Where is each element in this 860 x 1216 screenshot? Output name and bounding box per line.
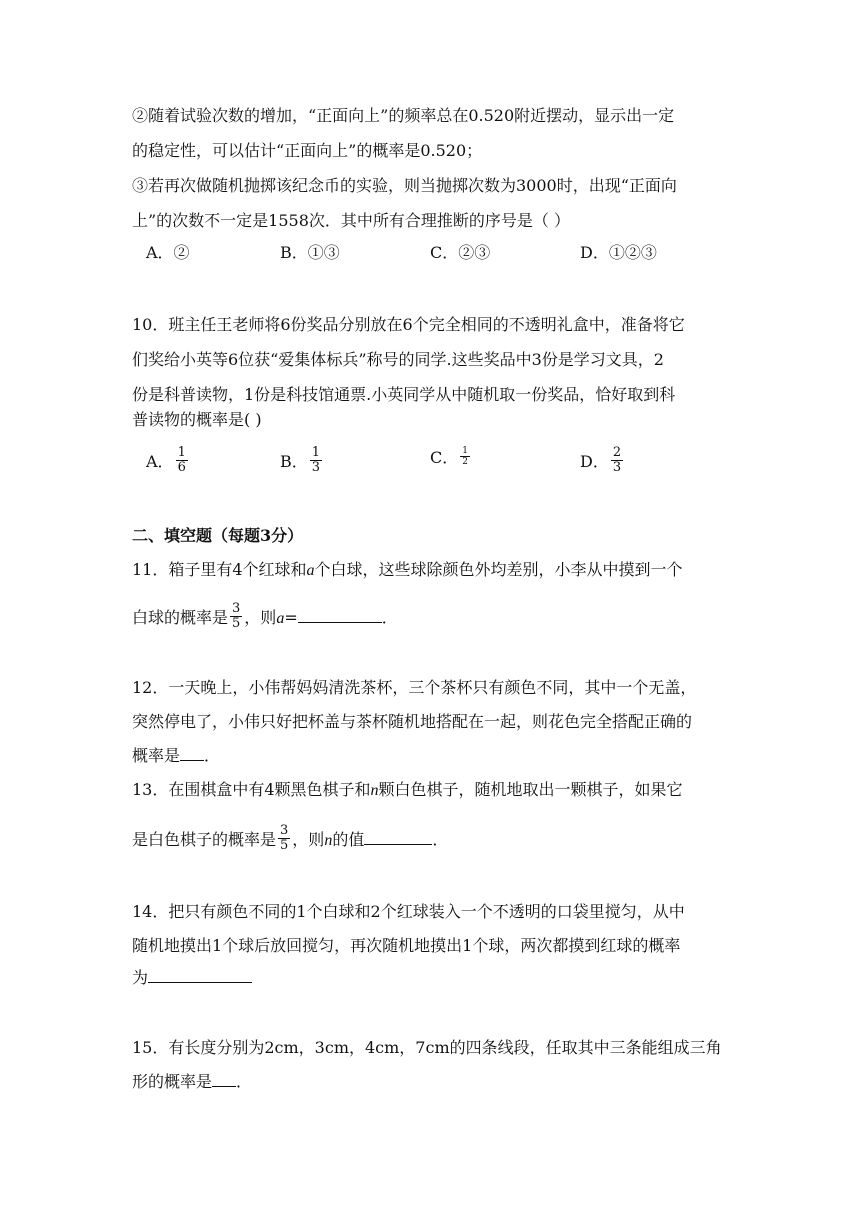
q11-line-2 xyxy=(132,601,398,633)
q11-fraction xyxy=(230,602,242,631)
q13-text-e: 的值 xyxy=(332,830,365,849)
q12-text-a: 概率是 xyxy=(132,746,181,765)
q11-text-b: 个白球，这些球除颜色外均差别，小李从中摸到一个 xyxy=(314,560,683,579)
q13-variable: n xyxy=(370,782,379,799)
q10-option-a-fraction xyxy=(176,446,188,475)
q13-text-c: 是白色棋子的概率是 xyxy=(132,830,277,849)
q10-line-2: 们奖给小英等6位获“爱集体标兵”称号的同学.这些奖品中3份是学习文具，2 xyxy=(132,350,664,369)
q11-text-a: 11．箱子里有4个红球和 xyxy=(132,560,307,579)
q13-text-d: ，则 xyxy=(292,830,325,849)
q10-option-c xyxy=(430,448,472,469)
q9-line-2: 的稳定性，可以估计“正面向上”的概率是0.520； xyxy=(132,141,483,160)
fraction-numerator: 3 xyxy=(280,823,289,838)
q10-option-d xyxy=(580,445,625,477)
q10-line-4: 普读物的概率是( ) xyxy=(132,410,262,429)
q14-line-3 xyxy=(132,968,252,988)
q12-line-3 xyxy=(132,746,220,766)
q10-option-b xyxy=(280,445,324,477)
q10-option-c-fraction xyxy=(460,446,470,467)
q12-period: ． xyxy=(204,746,221,765)
q11-equals: = xyxy=(284,608,298,627)
q12-line-2: 突然停电了，小伟只好把杯盖与茶杯随机地搭配在一起，则花色完全搭配正确的 xyxy=(132,712,693,731)
fraction-numerator: 2 xyxy=(612,445,622,460)
fraction-numerator: 3 xyxy=(232,601,241,616)
fraction-denominator: 6 xyxy=(177,460,186,475)
q10-option-c-label: C． xyxy=(430,448,459,467)
q11-variable: a xyxy=(306,562,315,579)
q9-line-3: ③若再次做随机抛掷该纪念币的实验，则当抛掷次数为3000时，出现“正面向 xyxy=(132,176,677,195)
q15-answer-blank xyxy=(212,1072,236,1087)
q10-option-b-fraction xyxy=(310,446,322,475)
q15-period: ． xyxy=(236,1072,253,1091)
q10-option-a xyxy=(146,445,190,477)
q15-line-2 xyxy=(132,1072,252,1092)
q13-variable-2: n xyxy=(324,832,333,849)
q13-line-1 xyxy=(132,780,683,801)
q14-line-2: 随机地摸出1个球后放回搅匀，再次随机地摸出1个球，两次都摸到红球的概率 xyxy=(132,936,681,955)
q13-line-2 xyxy=(132,823,449,855)
fraction-denominator: 5 xyxy=(280,838,289,853)
q10-line-1: 10．班主任王老师将6份奖品分别放在6个完全相同的不透明礼盒中，准备将它 xyxy=(132,315,685,334)
q15-line-1: 15．有长度分别为2cm，3cm，4cm，7cm的四条线段，任取其中三条能组成三角 xyxy=(132,1038,722,1057)
fraction-numerator: 1 xyxy=(311,445,321,460)
q13-text-b: 颗白色棋子，随机地取出一颗棋子，如果它 xyxy=(378,780,683,799)
q9-option-c: C．②③ xyxy=(430,243,491,262)
fraction-denominator: 3 xyxy=(311,460,321,475)
fraction-denominator: 2 xyxy=(462,457,468,467)
q11-period: ． xyxy=(381,608,398,627)
q14-answer-blank xyxy=(148,968,252,983)
q9-option-d: D．①②③ xyxy=(580,243,657,262)
q11-text-d: ，则 xyxy=(244,608,277,627)
q11-text-c: 白球的概率是 xyxy=(132,608,229,627)
q9-line-1: ②随着试验次数的增加，“正面向上”的频率总在0.520附近摆动，显示出一定 xyxy=(132,106,675,125)
fraction-numerator: 1 xyxy=(462,446,468,456)
q10-option-a-label: A． xyxy=(146,452,174,471)
q9-line-4: 上”的次数不一定是1558次．其中所有合理推断的序号是（ ） xyxy=(132,211,570,230)
fraction-numerator: 1 xyxy=(177,445,186,460)
q12-answer-blank xyxy=(180,746,204,761)
q9-option-b: B．①③ xyxy=(280,243,340,262)
q11-variable-2: a xyxy=(276,610,285,627)
q14-text-a: 为 xyxy=(132,968,149,987)
q13-answer-blank xyxy=(364,830,432,845)
fraction-denominator: 5 xyxy=(232,616,241,631)
q10-option-b-label: B． xyxy=(280,452,308,471)
q14-line-1: 14．把只有颜色不同的1个白球和2个红球装入一个不透明的口袋里搅匀，从中 xyxy=(132,902,685,921)
q15-text-a: 形的概率是 xyxy=(132,1072,213,1091)
fraction-denominator: 3 xyxy=(612,460,622,475)
q10-option-d-fraction xyxy=(611,446,623,475)
q10-option-d-label: D． xyxy=(580,452,609,471)
q13-text-a: 13．在围棋盒中有4颗黑色棋子和 xyxy=(132,780,371,799)
q11-answer-blank xyxy=(298,608,382,623)
q9-option-a: A．② xyxy=(146,243,190,262)
q13-fraction xyxy=(278,824,290,853)
q13-period: ． xyxy=(432,830,449,849)
q10-line-3: 份是科普读物，1份是科技馆通票.小英同学从中随机取一份奖品，恰好取到科 xyxy=(132,385,676,404)
section-heading: 二、填空题（每题3分） xyxy=(132,526,304,545)
q12-line-1: 12．一天晚上，小伟帮妈妈清洗茶杯，三个茶杯只有颜色不同，其中一个无盖， xyxy=(132,678,697,697)
q11-line-1 xyxy=(132,560,683,581)
